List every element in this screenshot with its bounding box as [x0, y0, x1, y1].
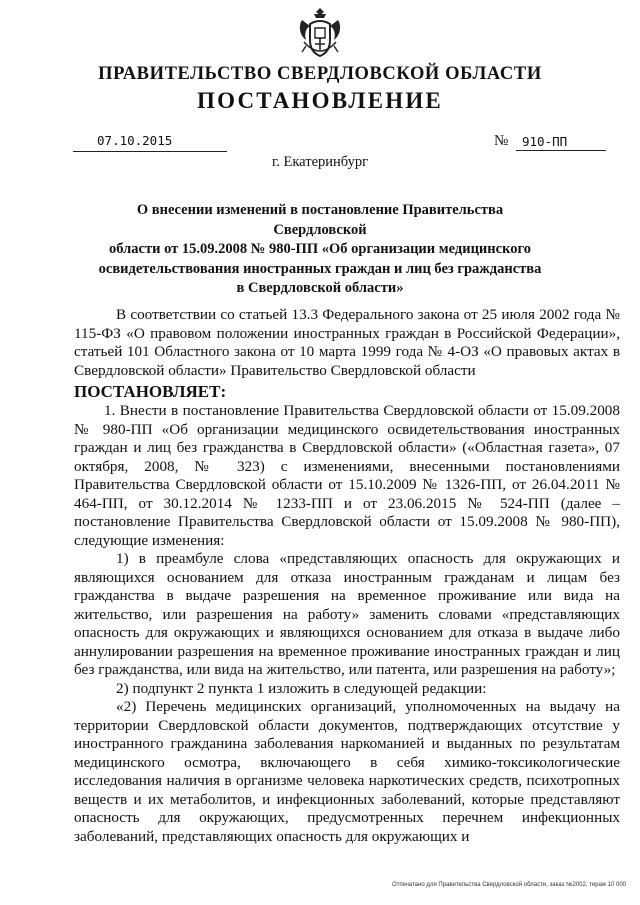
- subject-line: области от 15.09.2008 № 980-ПП «Об организации медицинского: [109, 241, 531, 257]
- document-number-field: [494, 133, 606, 151]
- number-sign: №: [494, 133, 509, 149]
- subitem-1-paragraph: 1) в преамбуле слова «представляющих опасность для окружающих и являющихся основанием для отказа иностранным гражданам и лицам без гражданства в выдаче разрешения на временное проживание или вида на жительство, или разрешения на работу» заменить словами «представляющих опасность для окружающих и являющихся основанием для отказа в выдаче либо аннулировании разрешения на временное проживание иностранных граждан и лиц без гражданства, или вида на жительство, или патента, или разрешения на работу»;: [74, 550, 620, 678]
- print-note: Отпечатано для Правительства Свердловской области, заказ №2002, тираж 10 000: [391, 882, 626, 888]
- document-body: [74, 306, 620, 846]
- document-date: 07.10.2015: [97, 133, 173, 148]
- document-date-field: [73, 135, 227, 152]
- document-subject: [90, 201, 550, 299]
- resolve-heading: ПОСТАНОВЛЯЕТ:: [74, 382, 227, 401]
- item-1-paragraph: 1. Внести в постановление Правительства Свердловской области от 15.09.2008 № 980-ПП «Об организации медицинского освидетельствования иностранных граждан и лиц без гражданства в Свердловской области» («Областная газета», 07 октября, 2008, № 323) с изменениями, внесенными постановлениями Правительства Свердловской области от 15.10.2009 № 1326-ПП, от 26.04.2011 № 464-ПП, от 30.12.2014 № 1233-ПП и от 23.06.2015 № 524-ПП (далее – постановление Правительства Свердловской области от 15.09.2008 № 980-ПП), следующие изменения:: [74, 402, 620, 549]
- document-number: 910-ПП: [522, 134, 568, 149]
- city: г. Екатеринбург: [271, 154, 369, 170]
- coat-of-arms-icon: [296, 6, 344, 62]
- government-name: ПРАВИТЕЛЬСТВО СВЕРДЛОВСКОЙ ОБЛАСТИ: [98, 64, 542, 84]
- preamble-paragraph: В соответствии со статьей 13.3 Федерального закона от 25 июля 2002 года № 115-ФЗ «О правовом положении иностранных граждан в Российской Федерации», статьей 101 Областного закона от 10 марта 1999 года № 4-ОЗ «О правовых актах в Свердловской области» Правительство Свердловской области: [74, 306, 620, 379]
- subject-line: в Свердловской области»: [236, 280, 404, 296]
- subject-line: освидетельствования иностранных граждан и лиц без гражданства: [98, 260, 542, 277]
- quoted-text-paragraph: «2) Перечень медицинских организаций, уполномоченных на выдачу на территории Свердловской области документов, подтверждающих отсутствие у иностранного гражданина заболевания наркоманией и выданных по результатам медицинского осмотра, включающего в себя химико-токсикологические исследования наличия в организме человека наркотических средств, психотропных веществ и их метаболитов, и инфекционных заболеваний, которые представляют опасность для окружающих, предусмотренных перечнем инфекционных заболеваний, представляющих опасность для окружающих и: [74, 698, 620, 845]
- subject-line: О внесении изменений в постановление Правительства Свердловской: [136, 202, 504, 238]
- number-underline: [516, 135, 606, 151]
- document-type: ПОСТАНОВЛЕНИЕ: [197, 88, 443, 113]
- subitem-2-paragraph: 2) подпункт 2 пункта 1 изложить в следующей редакции:: [116, 679, 487, 697]
